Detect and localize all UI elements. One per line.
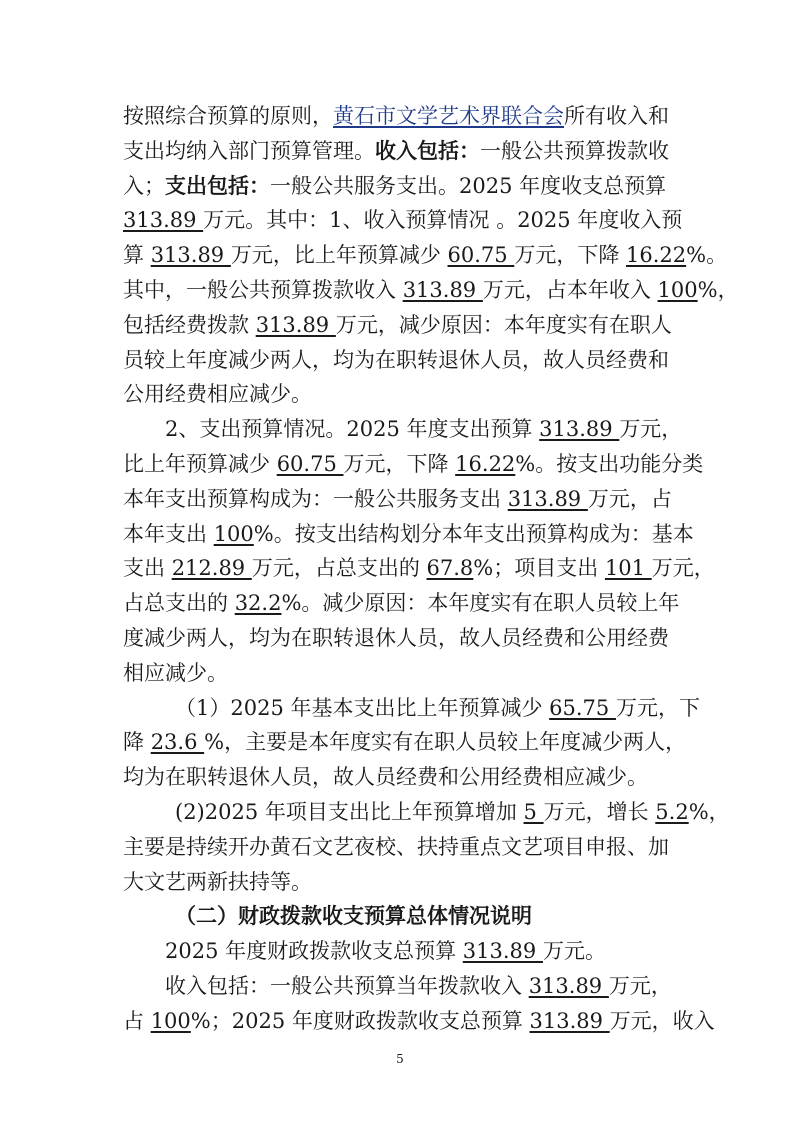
text-line: 算 313.89 万元，比上年预算减少 60.75 万元，下降 16.22%。 (123, 243, 728, 267)
text-line: 主要是持续开办黄石文艺夜校、扶持重点文艺项目申报、加 (123, 835, 669, 859)
organization-name: 黄石市文学艺术界联合会 (333, 104, 564, 128)
text-line: 按照综合预算的原则，黄石市文学艺术界联合会所有收入和 (123, 104, 669, 128)
text-line: 入；支出包括：一般公共服务支出。2025 年度收支总预算 (123, 173, 667, 198)
text-line: 公用经费相应减少。 (123, 382, 312, 406)
text-line: 占总支出的 32.2%。减少原因：本年度实有在职人员较上年 (123, 591, 680, 615)
text-line: 支出 212.89 万元，占总支出的 67.8%；项目支出 101 万元， (123, 556, 715, 580)
text-line: 支出均纳入部门预算管理。收入包括：一般公共预算拨款收 (123, 138, 669, 163)
text-line: 2025 年度财政拨款收支总预算 313.89 万元。 (165, 939, 606, 963)
text-line: 均为在职转退休人员，故人员经费和公用经费相应减少。 (123, 765, 648, 789)
text-line: 占 100%；2025 年度财政拨款收支总预算 313.89 万元，收入 (123, 1009, 715, 1033)
text-line: 本年支出 100%。按支出结构划分本年支出预算构成为：基本 (123, 522, 694, 546)
text-line: 其中，一般公共预算拨款收入 313.89 万元，占本年收入 100%， (123, 278, 739, 302)
text-line: （1）2025 年基本支出比上年预算减少 65.75 万元，下 (175, 696, 700, 720)
text-line: 2、支出预算情况。2025 年度支出预算 313.89 万元， (165, 417, 683, 441)
text-line: 313.89 万元。其中：1、收入预算情况 。2025 年度收入预 (123, 208, 683, 232)
text-line: 收入包括：一般公共预算当年拨款收入 313.89 万元， (165, 974, 672, 998)
text-line: 包括经费拨款 313.89 万元，减少原因：本年度实有在职人 (123, 313, 672, 337)
text-line: (2)2025 年项目支出比上年预算增加 5 万元，增长 5.2%， (175, 800, 730, 824)
text-line: 大文艺两新扶持等。 (123, 870, 312, 894)
page-number: 5 (396, 1052, 404, 1066)
text-line: 度减少两人，均为在职转退休人员，故人员经费和公用经费 (123, 626, 669, 650)
section-heading: （二）财政拨款收支预算总体情况说明 (175, 903, 532, 928)
text-line: 本年支出预算构成为：一般公共服务支出 313.89 万元，占 (123, 487, 672, 511)
text-line: 降 23.6 %，主要是本年度实有在职人员较上年度减少两人， (123, 730, 687, 754)
text-line: 员较上年度减少两人，均为在职转退休人员，故人员经费和 (123, 348, 669, 372)
text-line: 相应减少。 (123, 661, 228, 685)
text-line: 比上年预算减少 60.75 万元，下降 16.22%。按支出功能分类 (123, 452, 704, 476)
